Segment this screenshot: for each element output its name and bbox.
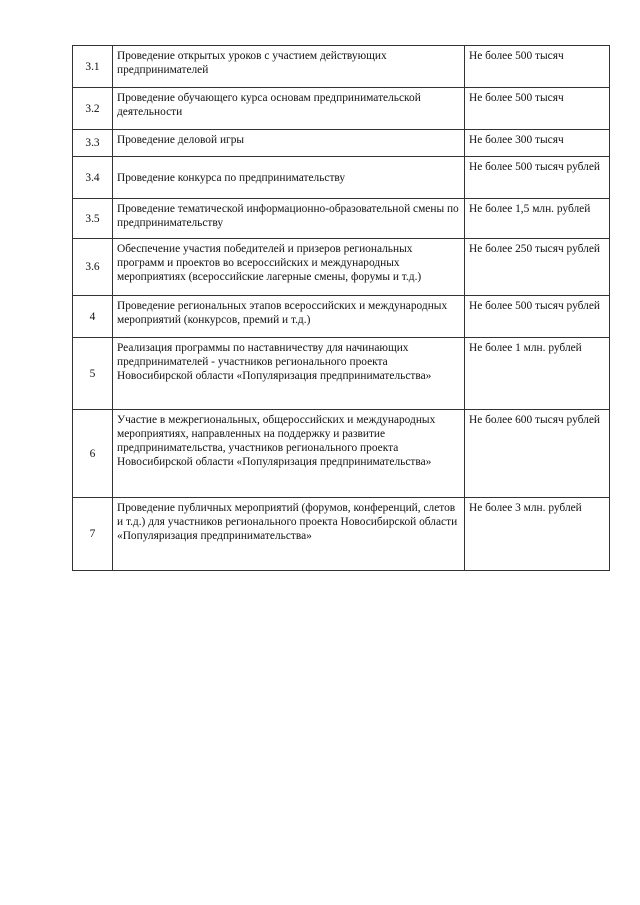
row-description: Проведение тематической информационно-образовательной смены по предпринимательству — [113, 199, 465, 239]
row-amount: Не более 1 млн. рублей — [465, 338, 610, 410]
row-description: Проведение региональных этапов всероссийских и международных мероприятий (конкурсов, премий и т.д.) — [113, 296, 465, 338]
table-row — [73, 296, 610, 338]
table-row — [73, 498, 610, 571]
table-row — [73, 88, 610, 130]
row-number: 3.3 — [73, 130, 113, 157]
table-row — [73, 338, 610, 410]
row-description: Обеспечение участия победителей и призеров региональных программ и проектов во всероссийских и международных мероприятиях (всероссийские лагерные смены, форумы и т.д.) — [113, 239, 465, 296]
table-row — [73, 199, 610, 239]
row-number: 3.4 — [73, 157, 113, 199]
row-number: 3.6 — [73, 239, 113, 296]
row-amount: Не более 600 тысяч рублей — [465, 410, 610, 498]
row-number: 7 — [73, 498, 113, 571]
row-amount: Не более 500 тысяч рублей — [465, 157, 610, 199]
budget-table — [72, 45, 610, 571]
row-amount: Не более 300 тысяч — [465, 130, 610, 157]
row-number: 3.5 — [73, 199, 113, 239]
row-description: Проведение публичных мероприятий (форумов, конференций, слетов и т.д.) для участников регионального проекта Новосибирской области «Популяризация предпринимательства» — [113, 498, 465, 571]
row-description: Проведение конкурса по предпринимательству — [113, 157, 465, 199]
row-amount: Не более 500 тысяч рублей — [465, 296, 610, 338]
table-row — [73, 130, 610, 157]
row-number: 3.1 — [73, 46, 113, 88]
table-row — [73, 46, 610, 88]
table-row — [73, 157, 610, 199]
row-description: Реализация программы по наставничеству для начинающих предпринимателей - участников регионального проекта Новосибирской области «Популяризация предпринимательства» — [113, 338, 465, 410]
row-description: Проведение обучающего курса основам предпринимательской деятельности — [113, 88, 465, 130]
row-amount: Не более 500 тысяч — [465, 46, 610, 88]
row-amount: Не более 250 тысяч рублей — [465, 239, 610, 296]
row-number: 5 — [73, 338, 113, 410]
row-description: Проведение открытых уроков с участием действующих предпринимателей — [113, 46, 465, 88]
row-description: Участие в межрегиональных, общероссийских и международных мероприятиях, направленных на поддержку и развитие предпринимательства, участников регионального проекта Новосибирской области «Популяризация предпринимательства» — [113, 410, 465, 498]
row-amount: Не более 3 млн. рублей — [465, 498, 610, 571]
row-amount: Не более 500 тысяч — [465, 88, 610, 130]
row-description: Проведение деловой игры — [113, 130, 465, 157]
table-row — [73, 239, 610, 296]
row-number: 3.2 — [73, 88, 113, 130]
table-row — [73, 410, 610, 498]
row-amount: Не более 1,5 млн. рублей — [465, 199, 610, 239]
row-number: 6 — [73, 410, 113, 498]
row-number: 4 — [73, 296, 113, 338]
